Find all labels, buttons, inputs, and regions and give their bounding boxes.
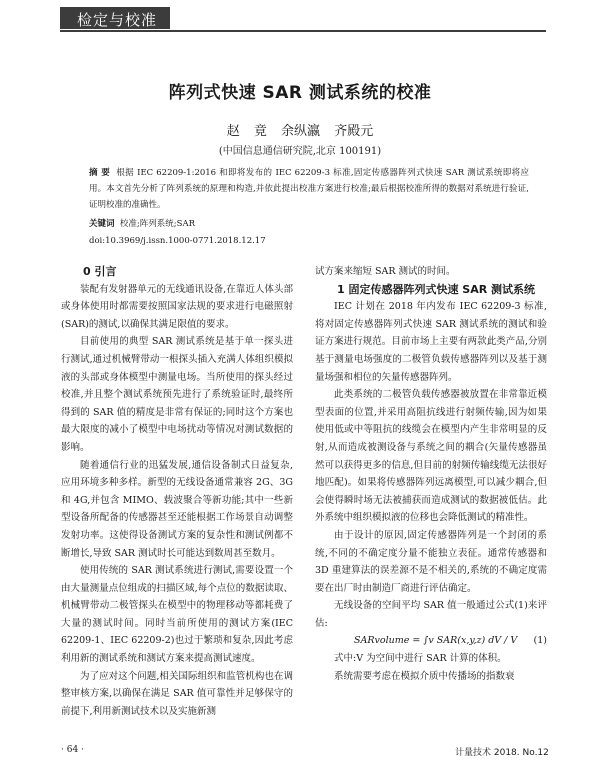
paragraph: 系统需要考虑在模拟介质中传播场的指数衰 <box>334 670 515 682</box>
paragraph-continuation: 试方案来缩短 SAR 测试的时间。 <box>315 266 456 277</box>
keywords-label: 关键词 <box>89 219 115 229</box>
paragraph: 此类系统的二极管负载传感器被放置在非常靠近模型表面的位置,并采用高阻抗线进行射频传输,因为如果使用低或中等阻抗的线缆会在模型内产生非常明显的反射,从而造成被测设备与系统之间的耦合(矢量传感器虽然可以获得更多的信息,但目前的射频传输线缆无法很好地匹配)。如果将传感器阵列远离模型,可以减少耦合,但会使得瞬时场无法被捕获而造成测试的数据被低估。此外系统中组织模拟液的位移也会降低测试的精准性。 <box>315 389 547 524</box>
keywords-block <box>89 217 195 229</box>
abstract-label: 摘 要 <box>89 168 111 178</box>
paragraph: IEC 计划在 2018 年内发布 IEC 62209-3 标准,将对固定传感器阵列式快速 SAR 测试系统的测试和验证方案进行规范。目前市场上主要有两款此类产品,分别基于测量电场强度的二极管负载传感器阵列以及基于测量场强和相位的矢量传感器阵列。 <box>315 301 547 383</box>
section-label: 检定与校准 <box>77 11 158 29</box>
article-title: 阵列式快速 SAR 测试系统的校准 <box>168 83 432 103</box>
paragraph: 装配有发射器单元的无线通讯设备,在靠近人体头部或身体使用时都需要按照国家法规的要求进行电磁照射(SAR)的测试,以确保其满足限值的要求。 <box>61 283 293 330</box>
paragraph: 式中:V 为空间中进行 SAR 计算的体积。 <box>334 653 507 665</box>
paragraph: 随着通信行业的迅猛发展,通信设备制式日益复杂,应用环境多种多样。新型的无线设备通常兼容 2G、3G 和 4G,并包含 MIMO、载波聚合等新功能;其中一些新型设备所配备的传感器甚至还能根据工作场景自动调整发射功率。这使得设备测试方案的复杂性和测试例都不断增长,导致 SAR 测试时长可能达到数周甚至数月。 <box>61 459 293 559</box>
abstract-block <box>89 165 529 213</box>
section-heading-intro: 0 引言 <box>83 265 117 278</box>
right-column <box>315 263 547 685</box>
article-affiliation: (中国信息通信研究院,北京 100191) <box>218 146 382 157</box>
formula-expression: SARvolume = ∫v SAR(x,y,z) dV / V <box>354 635 518 647</box>
abstract-text: 根据 IEC 62209-1:2016 和即将发布的 IEC 62209-3 标准,固定传感器阵列式快速 SAR 测试系统即将应用。本文首先分析了阵列系统的原理和构造,并依此提出校准方案进行校准;最后根据校准所得的数据对系统进行验证,证明校准的准确性。 <box>89 168 530 210</box>
doi: doi:10.3969/j.issn.1000-0771.2018.12.17 <box>89 236 266 246</box>
header-rule <box>60 30 546 32</box>
keywords-text: 校准;阵列系统;SAR <box>119 219 196 229</box>
section-heading-1: 1 固定传感器阵列式快速 SAR 测试系统 <box>337 282 536 296</box>
paragraph: 目前使用的典型 SAR 测试系统是基于单一探头进行测试,通过机械臂带动一根探头插入充满人体组织模拟液的头部或身体模型中测量电场。当所使用的探头经过校准,并且整个测试系统预先进行了系统验证时,最终所得到的 SAR 值的精度是非常有保证的;同时这个方案也最大限度的减小了模型中电场扰动等情况对测试数据的影响。 <box>61 336 293 453</box>
page-number: · 64 · <box>61 745 84 755</box>
formula-number: (1) <box>533 635 547 647</box>
paragraph: 无线设备的空间平均 SAR 值一般通过公式(1)来评估: <box>315 600 547 629</box>
paragraph: 使用传统的 SAR 测试系统进行测试,需要设置一个由大量测量点位组成的扫描区域,每个点位的数据读取、机械臂带动二极管探头在模型中的物理移动等都耗费了大量的测试时间。同时当前所使用的测试方案(IEC 62209-1、IEC 62209-2)也过于繁琐和复杂,因此考虑利用新的测试系统和测试方案来提高测试速度。 <box>61 565 293 665</box>
article-authors: 赵 竟 余纵瀛 齐殿元 <box>226 124 374 139</box>
section-banner <box>60 7 170 29</box>
journal-footer: 计量技术 2018. No.12 <box>455 748 549 758</box>
paragraph: 为了应对这个问题,相关国际组织和监管机构也在调整审核方案,以确保在满足 SAR 值可靠性并足够保守的前提下,利用新测试技术以及实施新测 <box>61 670 293 717</box>
left-column <box>61 263 293 720</box>
paragraph: 由于设计的原因,固定传感器阵列是一个封闭的系统,不同的不确定度分量不能独立表征。通常传感器和 3D 重建算法的误差源不是不相关的,系统的不确定度需要在出厂时由制造厂商进行评估确定。 <box>315 529 547 594</box>
formula-1 <box>315 632 547 650</box>
